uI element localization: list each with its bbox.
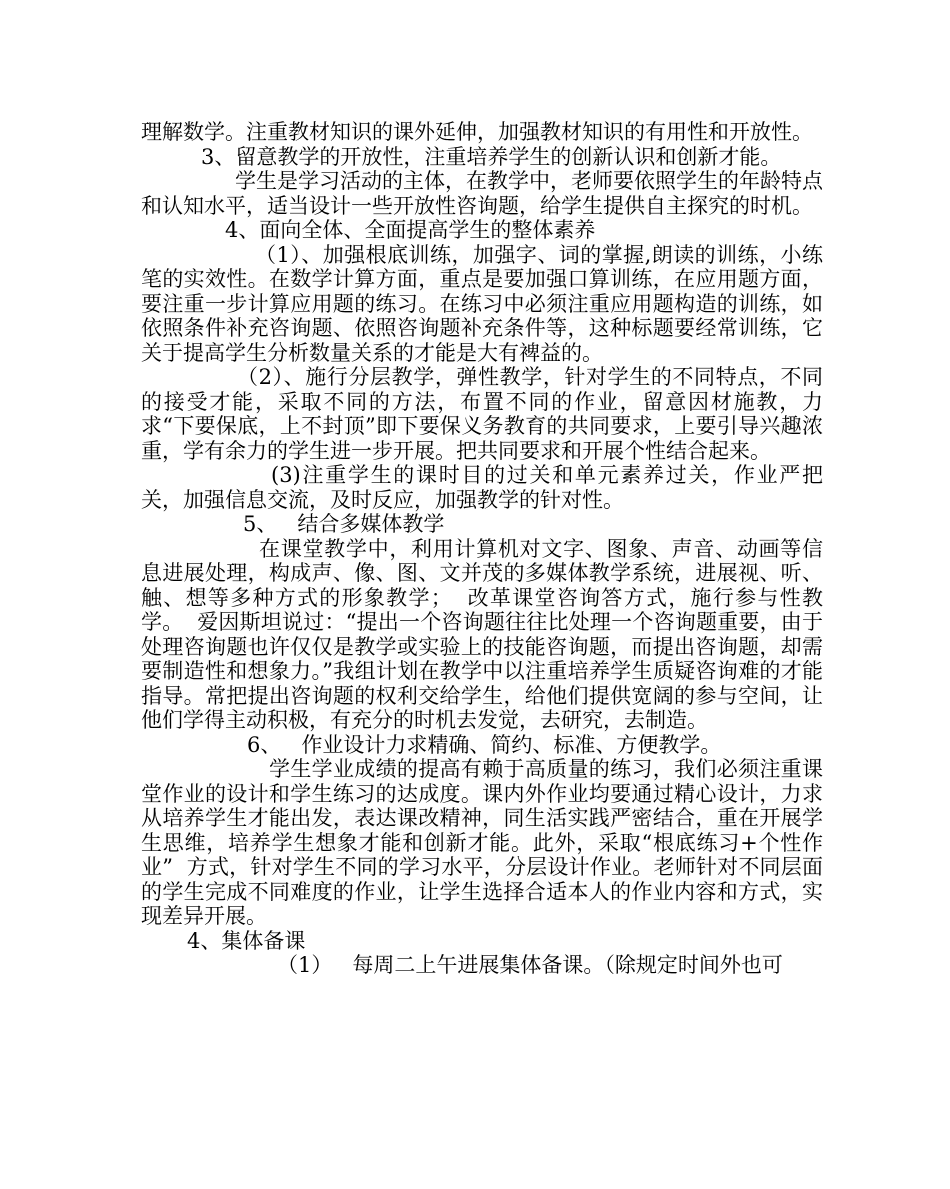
- paragraph-basic-training: （1）、加强根底训练，加强字、词的掌握,朗读的训练，小练笔的实效性。在数学计算方面，重点是要加强口算训练，在应用题方面，要注重一步计算应用题的练习。在练习中必须注重应用题构造的训练，如依照条件补充咨询题、依照咨询题补充条件等，这种标题要经常训练，它关于提高学生分析数量关系的才能是大有裨益的。: [141, 242, 823, 365]
- heading-overall-quality: 4、面向全体、全面提高学生的整体素养: [225, 218, 596, 242]
- paragraph-collective-prep: （1） 每周二上午进展集体备课。（除规定时间外也可: [277, 953, 783, 977]
- paragraph-homework-design: 学生学业成绩的提高有赖于高质量的练习，我们必须注重课堂作业的设计和学生练习的达成度。课内外作业均要通过精心设计，力求从培养学生才能出发，表达课改精神，同生活实践严密结合，重在开展学生思维，培养学生想象才能和创新才能。此外，采取“根底练习+个性作业” 方式，针对学生不同的学习水平，分层设计作业。老师针对不同层面的学生完成不同难度的作业，让学生选择合适本人的作业内容和方式，实现差异开展。: [141, 757, 823, 928]
- heading-collective-prep: 4、集体备课: [187, 928, 306, 953]
- paragraph-openness: 学生是学习活动的主体，在教学中，老师要依照学生的年龄特点和认知水平，适当设计一些开放性咨询题，给学生提供自主探究的时机。: [141, 169, 823, 218]
- document-body: [141, 120, 823, 978]
- paragraph-multimedia: 在课堂教学中，利用计算机对文字、图象、声音、动画等信息进展处理，构成声、像、图、文并茂的多媒体教学系统，进展视、听、触、想等多种方式的形象教学； 改革课堂咨询答方式，施行参与性教学。 爱因斯坦说过：“提出一个咨询题往往比处理一个咨询题重要，由于处理咨询题也许仅仅是教学或实验上的技能咨询题，而提出咨询题，却需要制造性和想象力。”我组计划在教学中以注重培养学生质疑咨询难的才能指导。常把提出咨询题的权利交给学生，给他们提供宽阔的参与空间，让他们学得主动积极，有充分的时机去发觉，去研究，去制造。: [141, 536, 823, 732]
- paragraph-layered-teaching: （2）、施行分层教学，弹性教学，针对学生的不同特点，不同的接受才能，采取不同的方法，布置不同的作业，留意因材施教，力求“下要保底，上不封顶”即下要保义务教育的共同要求，上要引导兴趣浓重，学有余力的学生进一步开展。把共同要求和开展个性结合起来。: [141, 365, 823, 463]
- heading-multimedia: 5、 结合多媒体教学: [243, 512, 445, 536]
- paragraph-unit-checks: (3)注重学生的课时目的过关和单元素养过关，作业严把关，加强信息交流，及时反应，加强教学的针对性。: [141, 463, 823, 512]
- heading-homework-design: 6、 作业设计力求精确、简约、标准、方便教学。: [247, 732, 722, 757]
- paragraph-intro-continuation: 理解数学。注重教材知识的课外延伸，加强教材知识的有用性和开放性。: [141, 120, 813, 144]
- heading-openness: 3、留意教学的开放性，注重培养学生的创新认识和创新才能。: [201, 144, 782, 169]
